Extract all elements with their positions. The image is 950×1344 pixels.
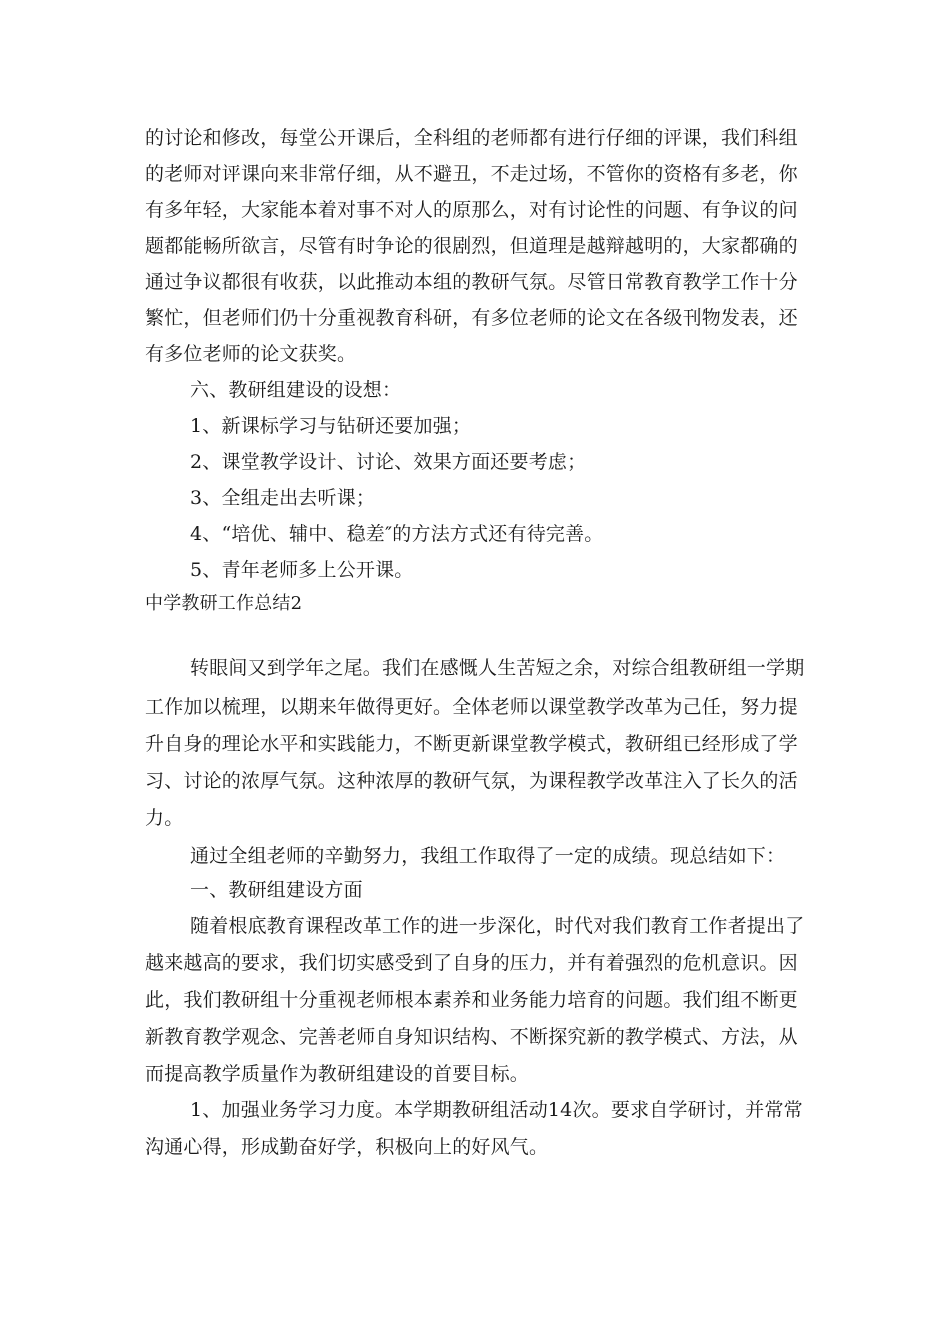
paragraph-line: 的讨论和修改，每堂公开课后，全科组的老师都有进行仔细的评课，我们科组 xyxy=(145,127,798,149)
paragraph-line: 沟通心得，形成勤奋好学，积极向上的好风气。 xyxy=(145,1136,549,1158)
paragraph-line: 通过争议都很有收获，以此推动本组的教研气氛。尽管日常教育教学工作十分 xyxy=(145,271,798,293)
paragraph-line: 有多年轻，大家能本着对事不对人的原那么，对有讨论性的问题、有争议的问 xyxy=(145,199,798,221)
paragraph-line: 转眼间又到学年之尾。我们在感慨人生苦短之余，对综合组教研组一学期 xyxy=(190,657,805,679)
paragraph-line: 1、加强业务学习力度。本学期教研组活动14次。要求自学研讨，并常常 xyxy=(190,1099,803,1121)
paragraph-line: 升自身的理论水平和实践能力，不断更新课堂教学模式，教研组已经形成了学 xyxy=(145,733,798,755)
paragraph-line: 随着根底教育课程改革工作的进一步深化，时代对我们教育工作者提出了 xyxy=(190,915,805,937)
paragraph-line: 力。 xyxy=(145,807,184,829)
section-heading: 一、教研组建设方面 xyxy=(190,879,363,901)
paragraph-line: 新教育教学观念、完善老师自身知识结构、不断探究新的教学模式、方法，从 xyxy=(145,1026,798,1048)
paragraph-line: 习、讨论的浓厚气氛。这种浓厚的教研气氛，为课程教学改革注入了长久的活 xyxy=(145,770,798,792)
paragraph-line: 题都能畅所欲言，尽管有时争论的很剧烈，但道理是越辩越明的，大家都确的 xyxy=(145,235,798,257)
paragraph-line: 的老师对评课向来非常仔细，从不避丑，不走过场，不管你的资格有多老，你 xyxy=(145,163,798,185)
section-heading: 六、教研组建设的设想： xyxy=(190,379,402,401)
paragraph-line: 有多位老师的论文获奖。 xyxy=(145,343,357,365)
article-title: 中学教研工作总结2 xyxy=(145,593,303,614)
list-item: 3、全组走出去听课； xyxy=(190,487,376,509)
paragraph-line: 而提高教学质量作为教研组建设的首要目标。 xyxy=(145,1063,530,1085)
paragraph-line: 工作加以梳理，以期来年做得更好。全体老师以课堂教学改革为己任，努力提 xyxy=(145,696,798,718)
paragraph-line: 此，我们教研组十分重视老师根本素养和业务能力培育的问题。我们组不断更 xyxy=(145,989,798,1011)
list-item: 4、“培优、辅中、稳差″的方法方式还有待完善。 xyxy=(190,523,604,545)
paragraph-line: 通过全组老师的辛勤努力，我组工作取得了一定的成绩。现总结如下： xyxy=(190,845,786,867)
paragraph-line: 越来越高的要求，我们切实感受到了自身的压力，并有着强烈的危机意识。因 xyxy=(145,952,798,974)
list-item: 2、课堂教学设计、讨论、效果方面还要考虑； xyxy=(190,451,587,473)
list-item: 1、新课标学习与钻研还要加强； xyxy=(190,415,472,437)
list-item: 5、青年老师多上公开课。 xyxy=(190,559,414,581)
paragraph-line: 繁忙，但老师们仍十分重视教育科研，有多位老师的论文在各级刊物发表，还 xyxy=(145,307,798,329)
